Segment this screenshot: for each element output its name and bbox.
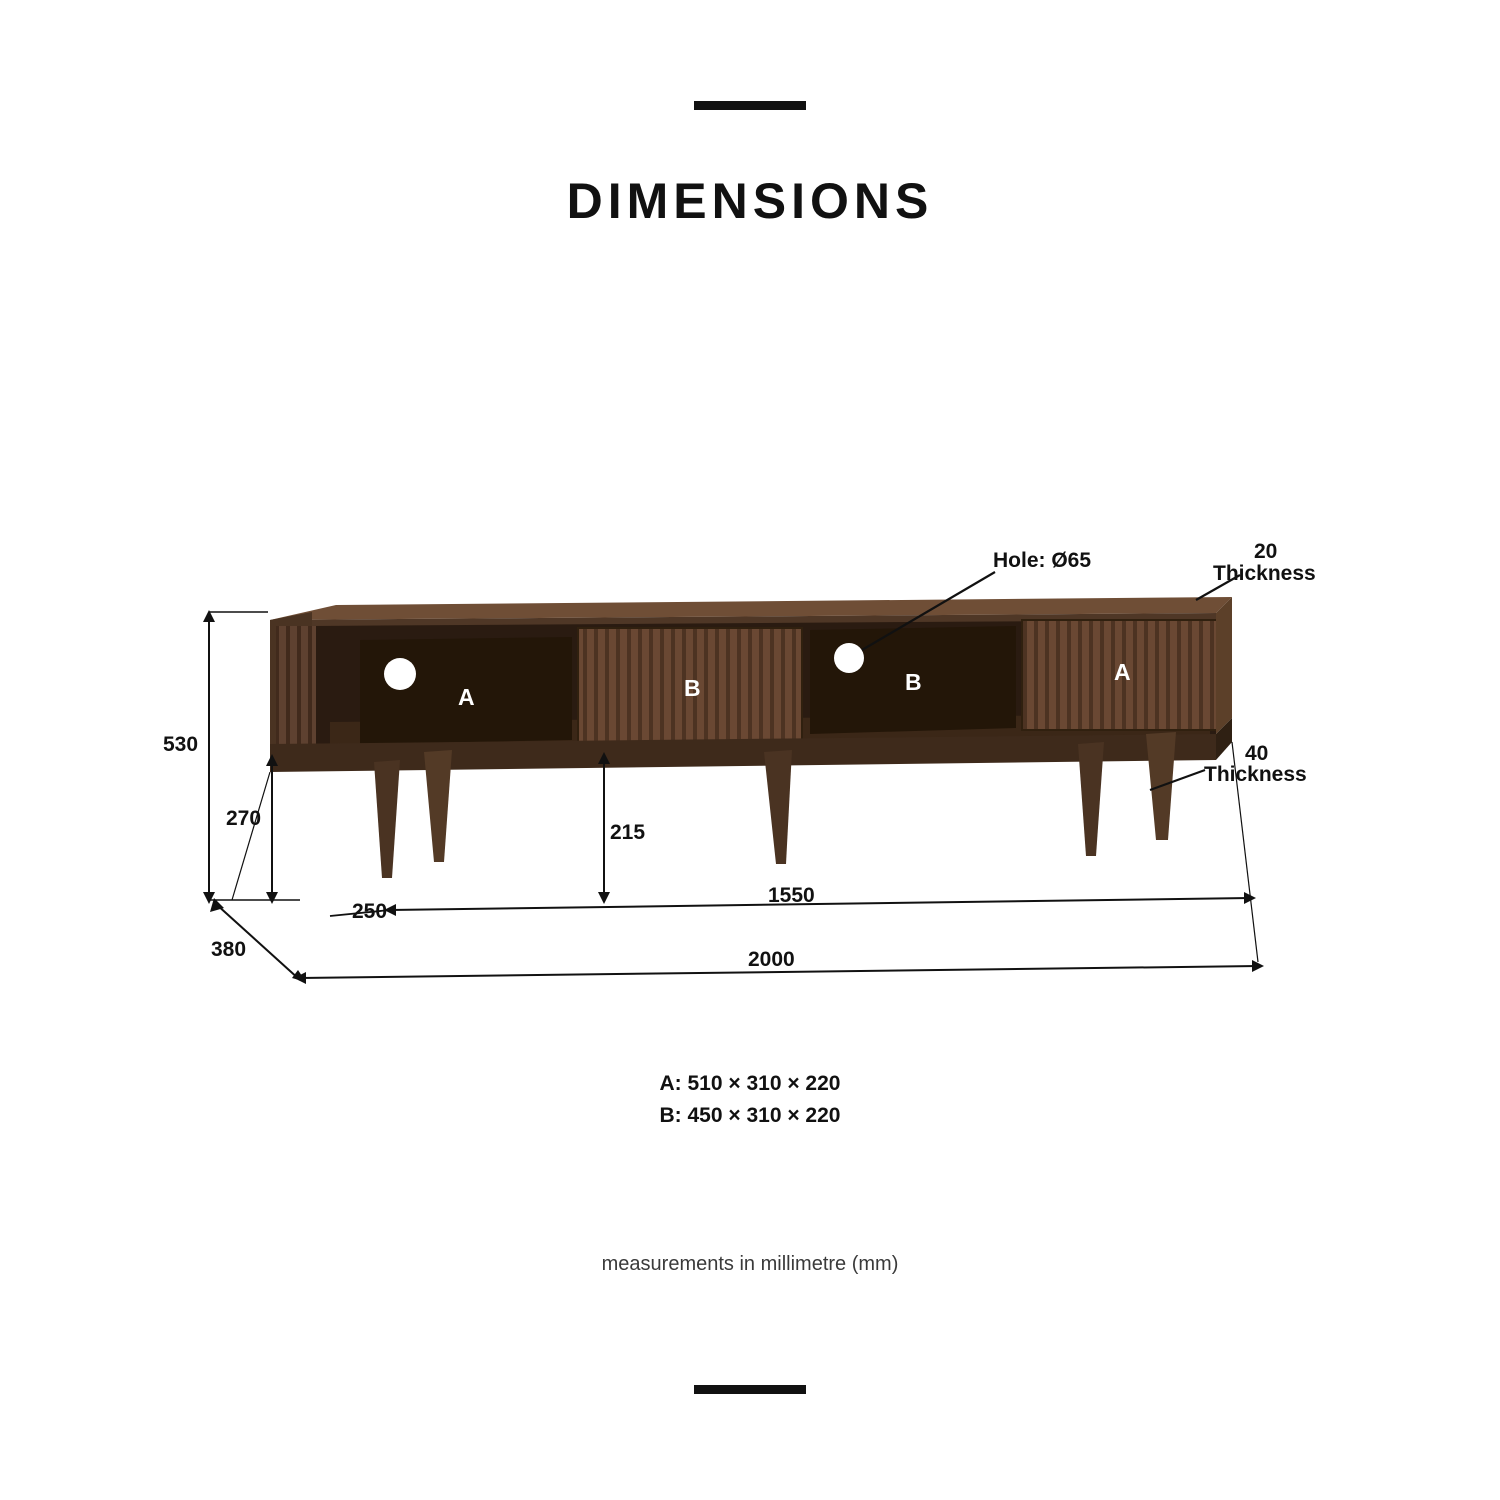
compartment-label-a-right: A bbox=[1114, 659, 1131, 685]
thickness-bottom-label: Thickness bbox=[1204, 763, 1307, 786]
compartment-label-b-left: B bbox=[684, 675, 701, 701]
compartment-label-a-left: A bbox=[458, 684, 475, 710]
hole-callout-label: Hole: Ø65 bbox=[993, 549, 1092, 572]
compartment-label-b-right: B bbox=[905, 669, 922, 695]
legend-line-b: B: 450 × 310 × 220 bbox=[659, 1103, 841, 1127]
height-total-label: 530 bbox=[163, 733, 199, 756]
drawer-size-legend bbox=[0, 1068, 1500, 1131]
unit-footnote: measurements in millimetre (mm) bbox=[601, 1253, 899, 1275]
cabinet-right-end bbox=[1216, 597, 1232, 734]
cable-hole-left bbox=[384, 658, 416, 690]
thickness-top-label: Thickness bbox=[1213, 562, 1316, 585]
bottom-divider-rule bbox=[694, 1385, 806, 1394]
height-body-label: 270 bbox=[226, 807, 262, 830]
height-clearance-label: 215 bbox=[610, 821, 646, 844]
total-width-label: 2000 bbox=[748, 948, 795, 971]
legend-line-a: A: 510 × 310 × 220 bbox=[659, 1072, 841, 1095]
thickness-top-value: 20 bbox=[1254, 540, 1278, 563]
page-title: DIMENSIONS bbox=[566, 173, 934, 229]
thickness-bottom-value: 40 bbox=[1245, 742, 1269, 765]
inner-width-label: 1550 bbox=[768, 884, 815, 907]
leg-offset-label: 250 bbox=[352, 900, 388, 923]
cable-hole-right bbox=[834, 643, 864, 673]
depth-label: 380 bbox=[211, 938, 247, 961]
left-side-fluting bbox=[276, 626, 316, 758]
